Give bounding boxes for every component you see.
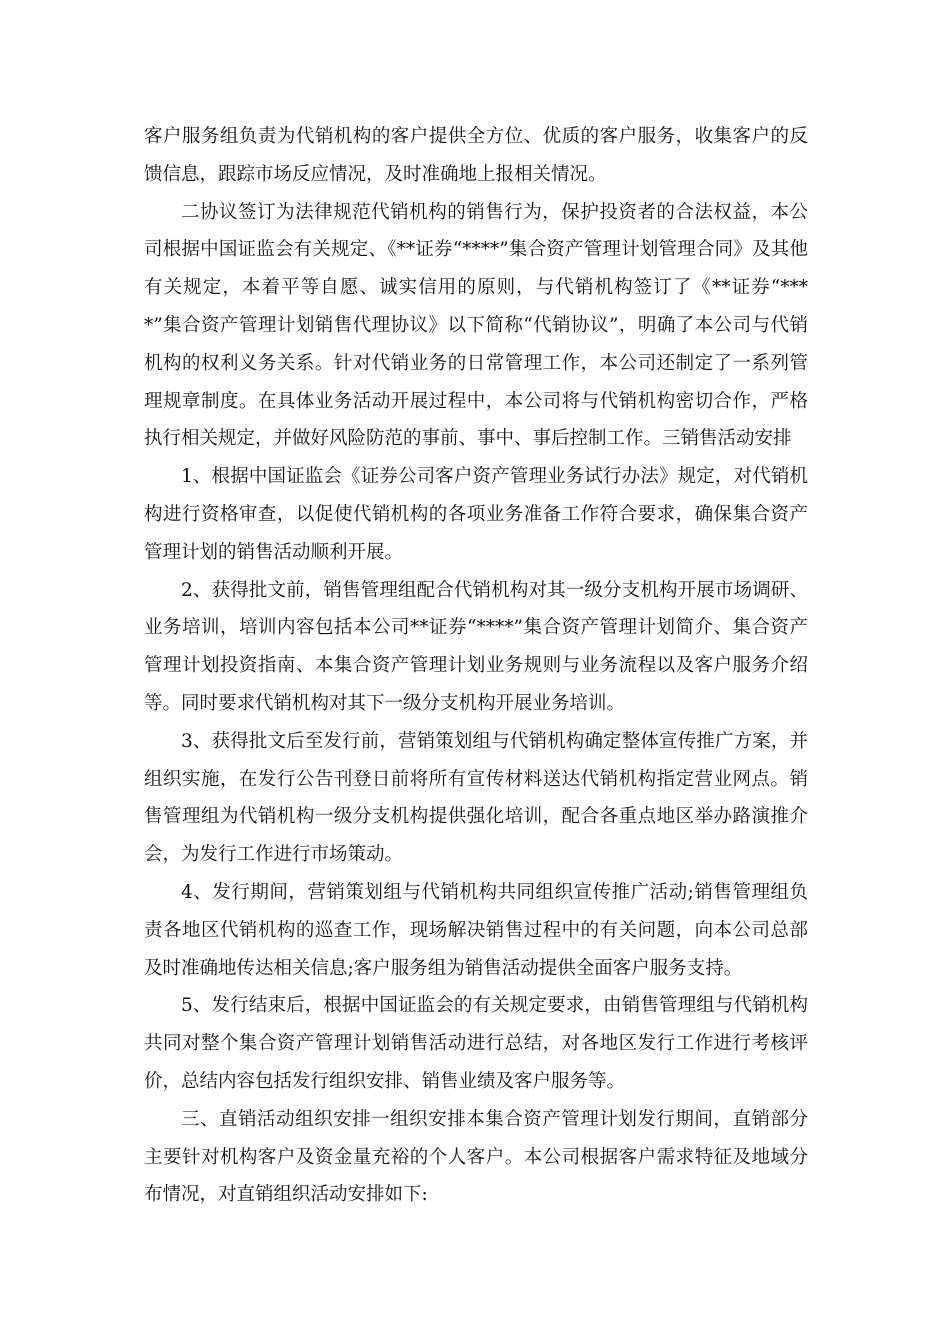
paragraph-direct-sales: 三、直销活动组织安排一组织安排本集合资产管理计划发行期间，直销部分主要针对机构客户及资金量充裕的个人客户。本公司根据客户需求特征及地域分布情况，对直销组织活动安排如下: — [144, 1108, 808, 1206]
paragraph-item-3: 3、获得批文后至发行前，营销策划组与代销机构确定整体宣传推广方案，并组织实施，在发行公告刊登日前将所有宣传材料送达代销机构指定营业网点。销售管理组为代销机构一级分支机构提供强化培训，配合各重点地区举办路演推介会，为发行工作进行市场策动。 — [144, 730, 808, 866]
paragraph-item-2: 2、获得批文前，销售管理组配合代销机构对其一级分支机构开展市场调研、业务培训，培训内容包括本公司**证券“****”集合资产管理计划简介、集合资产管理计划投资指南、本集合资产管理计划业务规则与业务流程以及客户服务介绍等。同时要求代销机构对其下一级分支机构开展业务培训。 — [144, 579, 808, 714]
document-body — [144, 118, 808, 1214]
paragraph-customer-service: 客户服务组负责为代销机构的客户提供全方位、优质的客户服务，收集客户的反馈信息，跟踪市场反应情况，及时准确地上报相关情况。 — [144, 126, 808, 185]
paragraph-item-4: 4、发行期间，营销策划组与代销机构共同组织宣传推广活动;销售管理组负责各地区代销机构的巡查工作，现场解决销售过程中的有关问题，向本公司总部及时准确地传达相关信息;客户服务组为销售活动提供全面客户服务支持。 — [144, 881, 808, 979]
paragraph-item-5: 5、发行结束后，根据中国证监会的有关规定要求，由销售管理组与代销机构共同对整个集合资产管理计划销售活动进行总结，对各地区发行工作进行考核评价，总结内容包括发行组织安排、销售业绩及客户服务等。 — [144, 995, 808, 1092]
paragraph-agreement-signing: 二协议签订为法律规范代销机构的销售行为，保护投资者的合法权益，本公司根据中国证监会有关规定、《**证券“****”集合资产管理计划管理合同》及其他有关规定，本着平等自愿、诚实信用的原则，与代销机构签订了《**证券“****”集合资产管理计划销售代理协议》以下简称“代销协议”，明确了本公司与代销机构的权利义务关系。针对代销业务的日常管理工作，本公司还制定了一系列管理规章制度。在具体业务活动开展过程中，本公司将与代销机构密切合作，严格执行相关规定，并做好风险防范的事前、事中、事后控制工作。三销售活动安排 — [144, 201, 808, 450]
paragraph-item-1: 1、根据中国证监会《证券公司客户资产管理业务试行办法》规定，对代销机构进行资格审查，以促使代销机构的各项业务准备工作符合要求，确保集合资产管理计划的销售活动顺利开展。 — [144, 466, 808, 563]
